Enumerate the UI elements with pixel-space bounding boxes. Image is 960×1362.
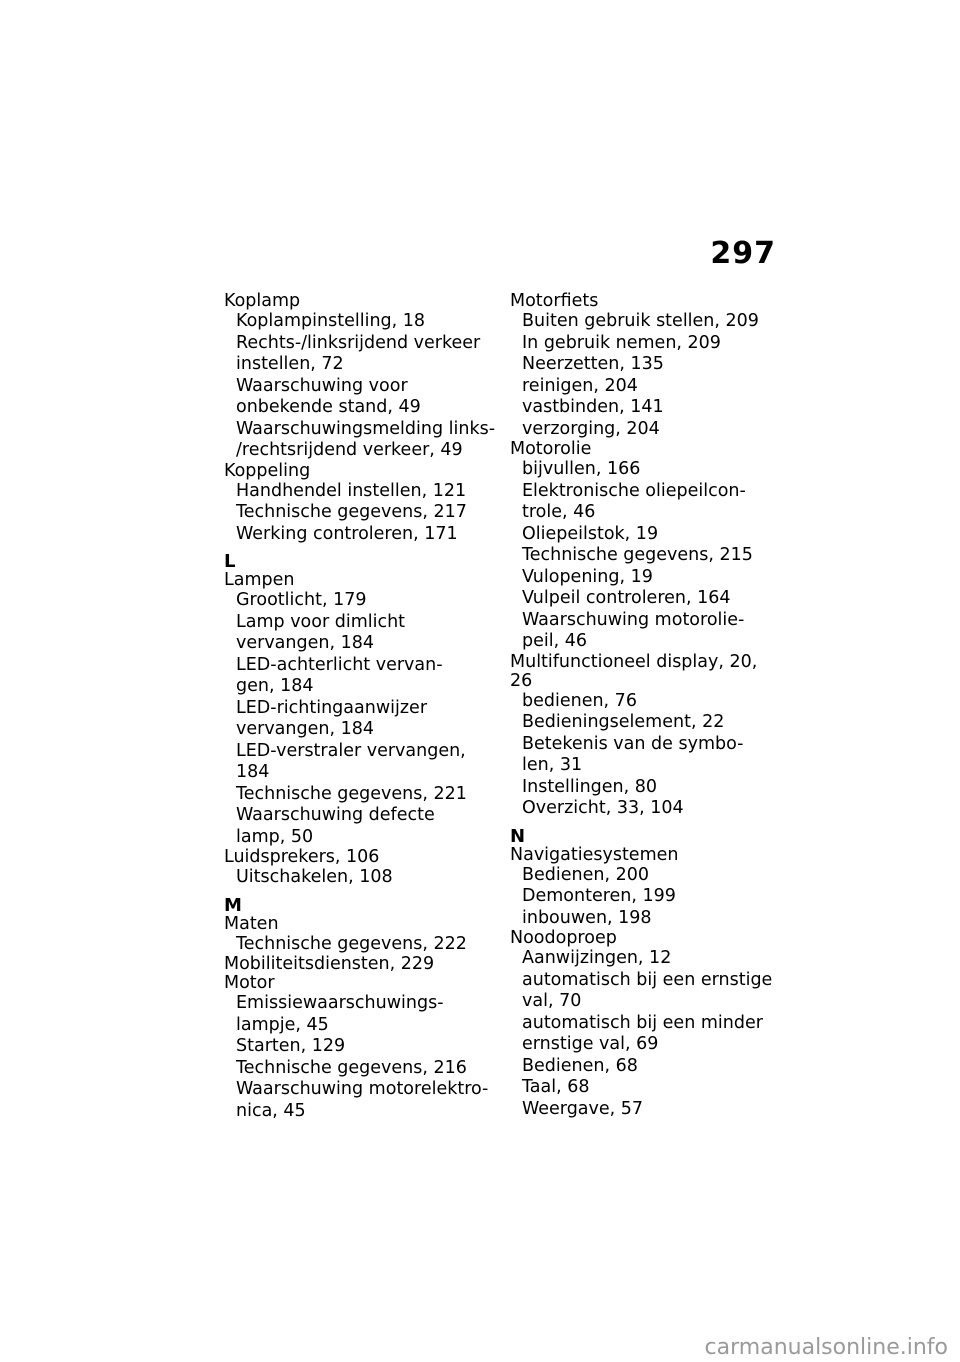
index-subentry-line: Aanwijzingen, 12 <box>522 948 672 968</box>
index-subentry <box>224 590 499 612</box>
index-subentry <box>510 376 785 398</box>
index-subentry <box>224 481 499 503</box>
index-subentry <box>510 481 785 524</box>
index-subentry-line: Waarschuwing motorolie- <box>522 609 745 630</box>
page-number: 297 <box>710 236 776 271</box>
index-subentry-line: gen, 184 <box>236 676 314 696</box>
index-subentry-line: trole, 46 <box>522 502 596 522</box>
index-subentry-line: /rechtsrijdend verkeer, 49 <box>236 440 463 460</box>
index-subentry <box>510 712 785 734</box>
index-subentry-line: bedienen, 76 <box>522 690 637 711</box>
index-subentry-line: Lamp voor dimlicht <box>236 611 406 632</box>
index-subentry <box>510 1056 785 1078</box>
index-subentry <box>510 524 785 546</box>
index-column-left <box>224 292 499 1122</box>
index-subentry <box>224 1058 499 1080</box>
index-subentry <box>224 655 499 698</box>
index-subentry <box>510 777 785 799</box>
index-subentry <box>510 311 785 333</box>
index-subentry <box>224 1036 499 1058</box>
index-subentry-line: lampje, 45 <box>236 1014 329 1035</box>
index-subentry <box>224 805 499 848</box>
index-subentry <box>510 545 785 567</box>
index-section-letter: L <box>224 551 236 572</box>
index-term: Koppeling <box>224 460 311 481</box>
index-subentry-line: val, 70 <box>522 991 582 1011</box>
index-section-letter: M <box>224 894 242 916</box>
index-subentry-line: Neerzetten, 135 <box>522 354 664 374</box>
index-subentry <box>224 993 499 1036</box>
index-subentry-line: reinigen, 204 <box>522 375 638 396</box>
index-subentry-line: Emissiewaarschuwings- <box>236 993 444 1013</box>
index-subentry <box>510 948 785 970</box>
index-subentry-line: Starten, 129 <box>236 1036 346 1056</box>
index-subentry-line: Technische gegevens, 215 <box>522 545 753 565</box>
index-subentry-line: Grootlicht, 179 <box>236 590 367 610</box>
index-term: Motor <box>224 973 275 993</box>
index-subentry-line: Technische gegevens, 217 <box>236 502 467 522</box>
index-subentry <box>510 1013 785 1056</box>
index-subentry-line: LED-achterlicht vervan- <box>236 654 443 675</box>
index-subentry-line: In gebruik nemen, 209 <box>522 332 721 353</box>
index-subentry-line: Oliepeilstok, 19 <box>522 523 659 544</box>
index-subentry <box>510 588 785 610</box>
index-subentry-line: Instellingen, 80 <box>522 776 658 797</box>
index-subentry <box>224 698 499 741</box>
index-subentry-line: Technische gegevens, 222 <box>236 933 467 954</box>
index-column-right <box>510 292 785 1120</box>
index-term: Motorfiets <box>510 291 599 311</box>
index-subentry <box>224 419 499 462</box>
index-subentry-line: ernstige val, 69 <box>522 1034 659 1054</box>
index-subentry-line: Uitschakelen, 108 <box>236 867 393 887</box>
index-subentry <box>510 397 785 419</box>
index-subentry <box>224 741 499 784</box>
index-subentry-line: Waarschuwingsmelding links- <box>236 418 496 439</box>
index-subentry <box>224 784 499 806</box>
watermark: carmanualsonline.info <box>704 1335 948 1360</box>
index-subentry-line: Technische gegevens, 221 <box>236 783 467 804</box>
index-subentry-line: Weergave, 57 <box>522 1098 644 1119</box>
index-subentry-line: onbekende stand, 49 <box>236 397 421 417</box>
index-subentry <box>510 886 785 908</box>
index-subentry-line: len, 31 <box>522 755 583 775</box>
index-subentry <box>510 734 785 777</box>
index-subentry-line: Buiten gebruik stellen, 209 <box>522 311 759 331</box>
index-subentry-line: peil, 46 <box>522 631 587 651</box>
index-subentry-line: Waarschuwing voor <box>236 375 408 396</box>
index-subentry <box>224 524 499 546</box>
index-subentry-line: bijvullen, 166 <box>522 459 641 479</box>
index-subentry <box>510 459 785 481</box>
index-subentry <box>224 1079 499 1122</box>
index-subentry <box>510 354 785 376</box>
index-subentry-line: instellen, 72 <box>236 354 344 374</box>
index-subentry-line: LED-verstraler vervangen, 184 <box>236 740 466 782</box>
index-subentry <box>224 612 499 655</box>
index-subentry-line: LED-richtingaanwijzer <box>236 697 428 718</box>
index-section-letter: N <box>510 825 526 847</box>
index-term: Koplamp <box>224 291 301 311</box>
index-subentry <box>224 502 499 524</box>
index-subentry <box>510 567 785 589</box>
index-term: Multifunctioneel display, 20, 26 <box>510 651 758 691</box>
index-term: Motorolie <box>510 439 592 459</box>
index-subentry <box>510 691 785 713</box>
index-subentry-line: Waarschuwing defecte <box>236 805 435 825</box>
index-subentry-line: inbouwen, 198 <box>522 907 652 928</box>
index-subentry-line: Elektronische oliepeilcon- <box>522 480 746 501</box>
index-subentry-line: lamp, 50 <box>236 826 314 847</box>
index-subentry-line: Taal, 68 <box>522 1077 590 1097</box>
index-subentry-line: Vulpeil controleren, 164 <box>522 588 731 608</box>
index-subentry-line: Technische gegevens, 216 <box>236 1057 467 1078</box>
index-subentry <box>224 311 499 333</box>
index-subentry-line: automatisch bij een minder <box>522 1012 763 1033</box>
index-subentry-line: Rechts-/linksrijdend verkeer <box>236 332 481 353</box>
index-subentry <box>510 610 785 653</box>
index-subentry <box>224 333 499 376</box>
index-subentry-line: Waarschuwing motorelektro- <box>236 1079 489 1099</box>
index-term: Navigatiesystemen <box>510 844 679 865</box>
index-term: Noodoproep <box>510 928 617 948</box>
index-subentry-line: Bedieningselement, 22 <box>522 712 725 732</box>
index-subentry-line: nica, 45 <box>236 1100 306 1121</box>
index-subentry-line: vervangen, 184 <box>236 719 374 739</box>
index-subentry-line: Koplampinstelling, 18 <box>236 311 426 331</box>
index-subentry-line: Demonteren, 199 <box>522 886 676 906</box>
index-term: Maten <box>224 913 279 934</box>
index-subentry <box>510 1077 785 1099</box>
index-term: Lampen <box>224 570 295 590</box>
index-subentry <box>510 1099 785 1121</box>
index-subentry-line: Handhendel instellen, 121 <box>236 480 467 501</box>
index-subentry <box>510 865 785 887</box>
index-subentry-line: Bedienen, 200 <box>522 864 649 885</box>
index-subentry <box>510 419 785 441</box>
index-subentry <box>224 934 499 956</box>
index-subentry-line: Vulopening, 19 <box>522 566 653 587</box>
index-subentry <box>510 798 785 820</box>
index-subentry-line: automatisch bij een ernstige <box>522 969 773 990</box>
index-subentry-line: vervangen, 184 <box>236 633 374 653</box>
index-subentry-line: Overzicht, 33, 104 <box>522 798 684 818</box>
index-subentry <box>224 376 499 419</box>
index-subentry-line: verzorging, 204 <box>522 418 660 439</box>
index-term: Luidsprekers, 106 <box>224 847 380 867</box>
index-subentry-line: vastbinden, 141 <box>522 397 664 417</box>
index-subentry <box>510 908 785 930</box>
index-subentry <box>224 867 499 889</box>
index-subentry-line: Bedienen, 68 <box>522 1055 638 1076</box>
index-subentry-line: Betekenis van de symbo- <box>522 733 744 754</box>
index-term: Mobiliteitsdiensten, 229 <box>224 954 435 974</box>
index-subentry <box>510 970 785 1013</box>
index-subentry-line: Werking controleren, 171 <box>236 523 458 544</box>
index-subentry <box>510 333 785 355</box>
